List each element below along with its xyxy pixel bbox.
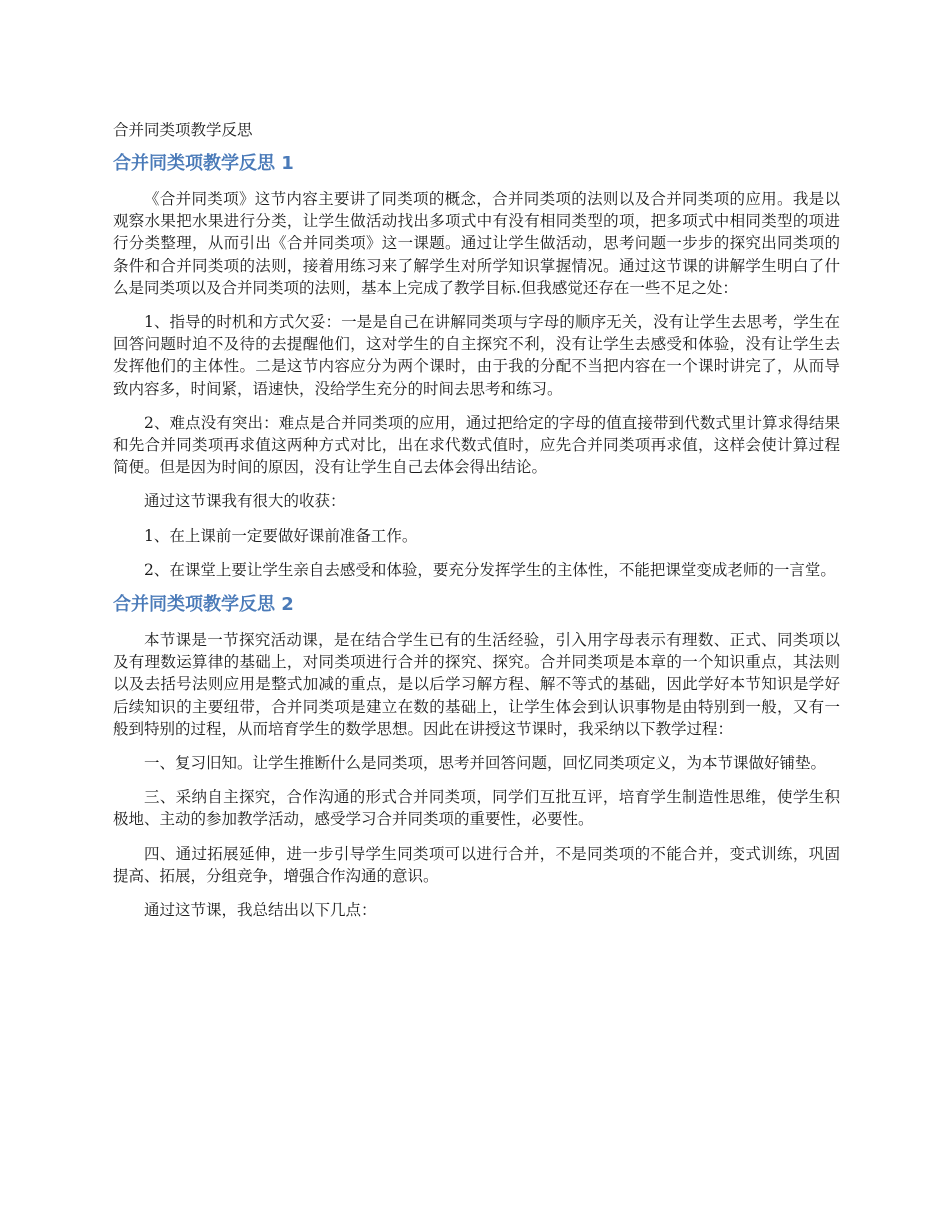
section-2: [113, 593, 840, 921]
paragraph: 《合并同类项》这节内容主要讲了同类项的概念，合并同类项的法则以及合并同类项的应用。我是以观察水果把水果进行分类，让学生做活动找出多项式中有没有相同类型的项，把多项式中相同类型的项进行分类整理，从而引出《合并同类项》这一课题。通过让学生做活动，思考问题一步步的探究出同类项的条件和合并同类项的法则，接着用练习来了解学生对所学知识掌握情况。通过这节课的讲解学生明白了什么是同类项以及合并同类项的法则，基本上完成了教学目标.但我感觉还存在一些不足之处：: [113, 190, 840, 297]
paragraph: 通过这节课，我总结出以下几点：: [144, 901, 377, 920]
paragraph: 1、指导的时机和方式欠妥：一是是自己在讲解同类项与字母的顺序无关，没有让学生去思考，学生在回答问题时迫不及待的去提醒他们，这对学生的自主探究不利，没有让学生去感受和体验，没有让学生去发挥他们的主体性。二是这节内容应分为两个课时，由于我的分配不当把内容在一个课时讲完了，从而导致内容多，时间紧，语速快，没给学生充分的时间去思考和练习。: [113, 313, 840, 398]
paragraph: 四、通过拓展延伸，进一步引导学生同类项可以进行合并，不是同类项的不能合并，变式训练，巩固提高、拓展，分组竞争，增强合作沟通的意识。: [113, 844, 840, 885]
paragraph: 通过这节课我有很大的收获：: [144, 492, 346, 511]
paragraph: 2、难点没有突出：难点是合并同类项的应用，通过把给定的字母的值直接带到代数式里计算求得结果和先合并同类项再求值这两种方式对比，出在求代数式值时，应先合并同类项再求值，这样会使计算过程简便。但是因为时间的原因，没有让学生自己去体会得出结论。: [113, 413, 840, 477]
paragraph: 三、采纳自主探究，合作沟通的形式合并同类项，同学们互批互评，培育学生制造性思维，使学生积极地、主动的参加教学活动，感受学习合并同类项的重要性，必要性。: [113, 788, 840, 829]
section-heading: 合并同类项教学反思 2: [113, 594, 294, 616]
paragraph: 本节课是一节探究活动课，是在结合学生已有的生活经验，引入用字母表示有理数、正式、同类项以及有理数运算律的基础上，对同类项进行合并的探究、探究。合并同类项是本章的一个知识重点，其法则以及去括号法则应用是整式加减的重点，是以后学习解方程、解不等式的基础，因此学好本节知识是学好后续知识的主要纽带，合并同类项是建立在数的基础上，让学生体会到认识事物是由特别到一般，又有一般到特别的过程，从而培育学生的数学思想。因此在讲授这节课时，我采纳以下教学过程：: [113, 631, 840, 738]
document-page: [113, 118, 840, 933]
section-1: [113, 152, 840, 581]
paragraph: 一、复习旧知。让学生推断什么是同类项，思考并回答问题，回忆同类项定义，为本节课做好铺垫。: [144, 754, 827, 773]
document-title: 合并同类项教学反思: [113, 121, 253, 139]
paragraph: 1、在上课前一定要做好课前准备工作。: [144, 526, 418, 545]
section-heading: 合并同类项教学反思 1: [113, 153, 294, 174]
paragraph: 2、在课堂上要让学生亲自去感受和体验，要充分发挥学生的主体性，不能把课堂变成老师的一言堂。: [144, 560, 836, 579]
